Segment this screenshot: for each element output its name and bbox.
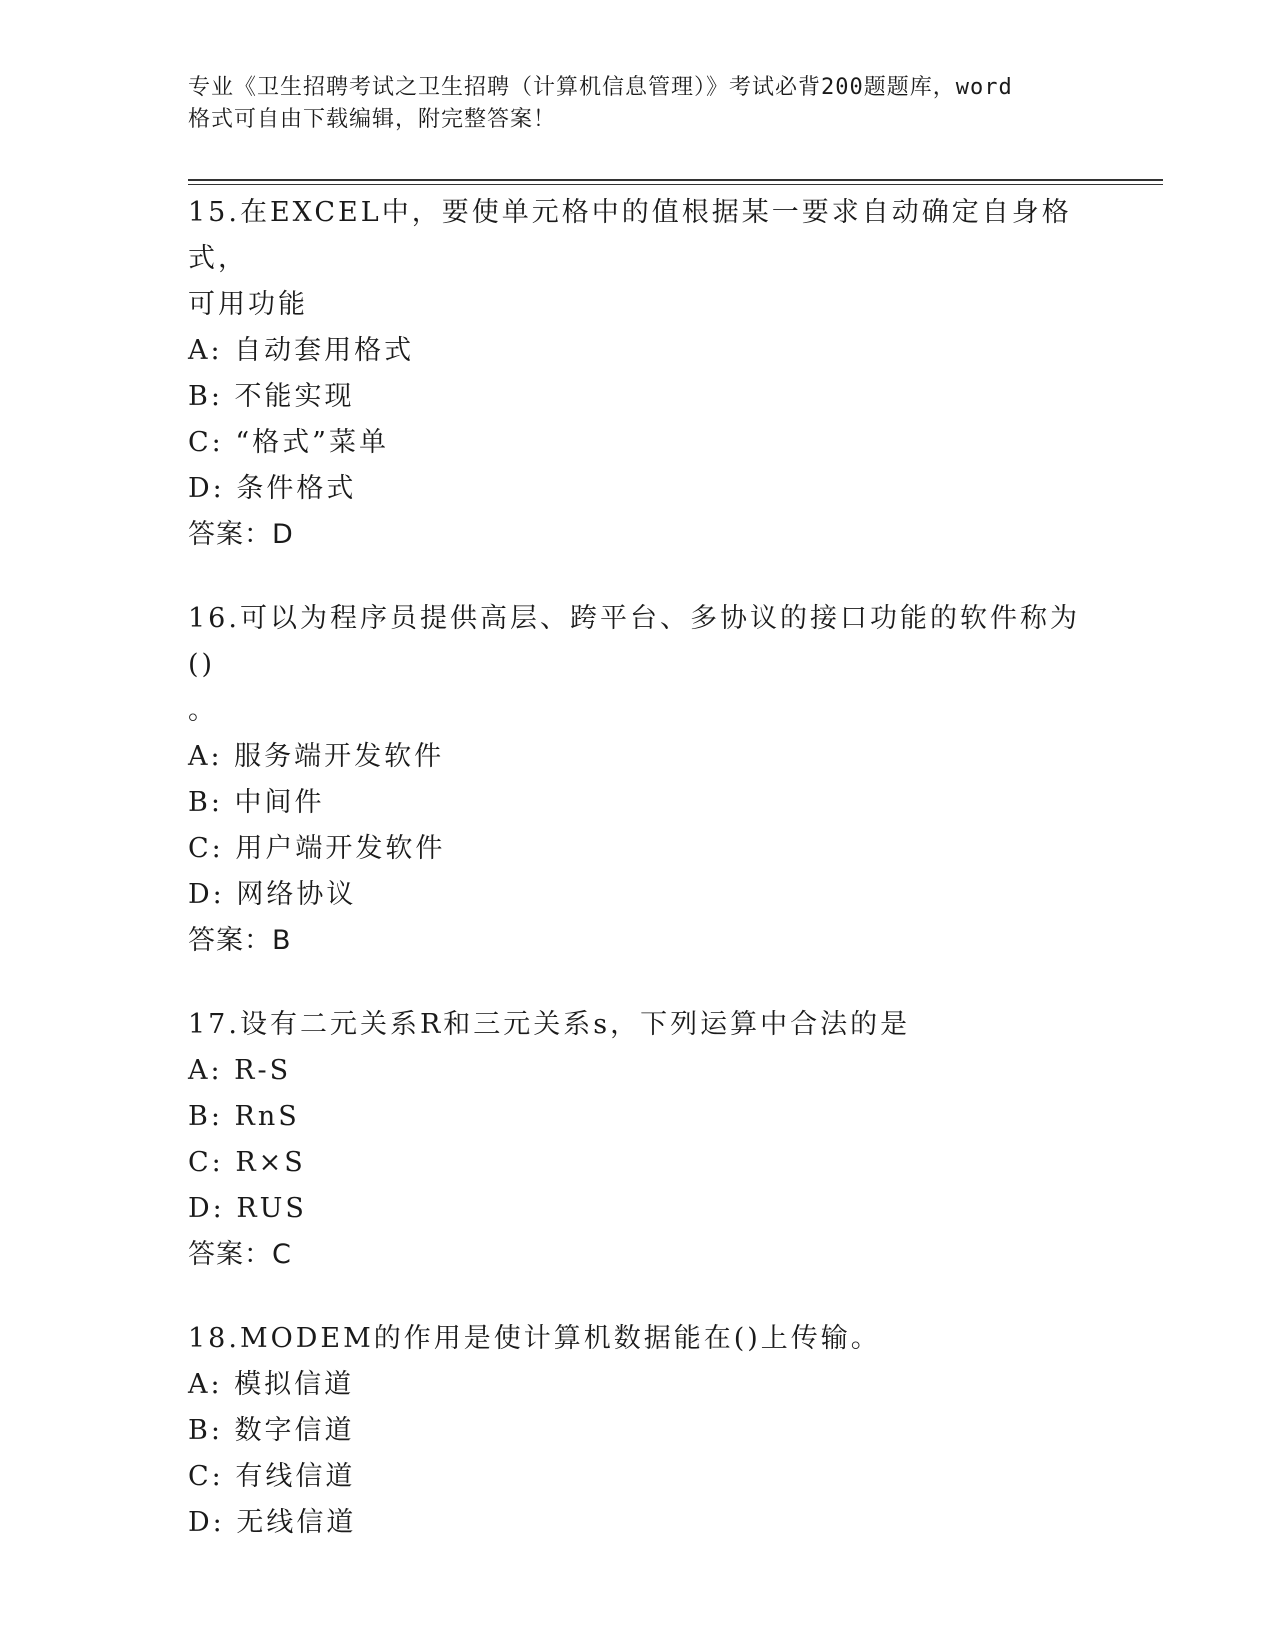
header-divider-thin — [188, 184, 1163, 185]
header-line-2: 格式可自由下载编辑，附完整答案！ — [188, 107, 557, 132]
answer-label: 答案：B — [188, 925, 292, 956]
question-stem: 17.设有二元关系R和三元关系s，下列运算中合法的是 — [188, 1009, 911, 1040]
option-d: D: 网络协议 — [188, 879, 357, 910]
option-a: A: R-S — [188, 1055, 292, 1086]
question-stem: 15.在EXCEL中，要使单元格中的值根据某一要求自动确定自身格式， — [188, 197, 1072, 274]
question-16 — [188, 596, 1088, 964]
answer-label: 答案：D — [188, 519, 294, 550]
option-c: C: “格式”菜单 — [188, 427, 389, 458]
question-18 — [188, 1316, 1088, 1546]
header-divider-thick — [188, 179, 1163, 181]
option-c: C: 用户端开发软件 — [188, 833, 446, 864]
question-stem-continued: 。 — [188, 695, 218, 726]
option-d: D: RUS — [188, 1193, 307, 1224]
answer-label: 答案：C — [188, 1239, 292, 1270]
document-header — [188, 72, 1108, 136]
question-stem-continued: 可用功能 — [188, 289, 308, 320]
option-a: A: 自动套用格式 — [188, 335, 415, 366]
question-list — [188, 190, 1088, 1584]
option-a: A: 服务端开发软件 — [188, 741, 445, 772]
option-b: B: 不能实现 — [188, 381, 355, 412]
question-15 — [188, 190, 1088, 558]
question-stem: 16.可以为程序员提供高层、跨平台、多协议的接口功能的软件称为() — [188, 603, 1080, 680]
header-line-1: 专业《卫生招聘考试之卫生招聘（计算机信息管理）》考试必背200题题库，word — [188, 75, 1013, 100]
option-a: A: 模拟信道 — [188, 1369, 355, 1400]
question-17 — [188, 1002, 1088, 1278]
option-d: D: 无线信道 — [188, 1507, 357, 1538]
option-c: C: R×S — [188, 1147, 306, 1178]
option-c: C: 有线信道 — [188, 1461, 356, 1492]
option-b: B: RnS — [188, 1101, 300, 1132]
option-b: B: 中间件 — [188, 787, 325, 818]
option-d: D: 条件格式 — [188, 473, 357, 504]
option-b: B: 数字信道 — [188, 1415, 355, 1446]
question-stem: 18.MODEM的作用是使计算机数据能在()上传输。 — [188, 1323, 881, 1354]
